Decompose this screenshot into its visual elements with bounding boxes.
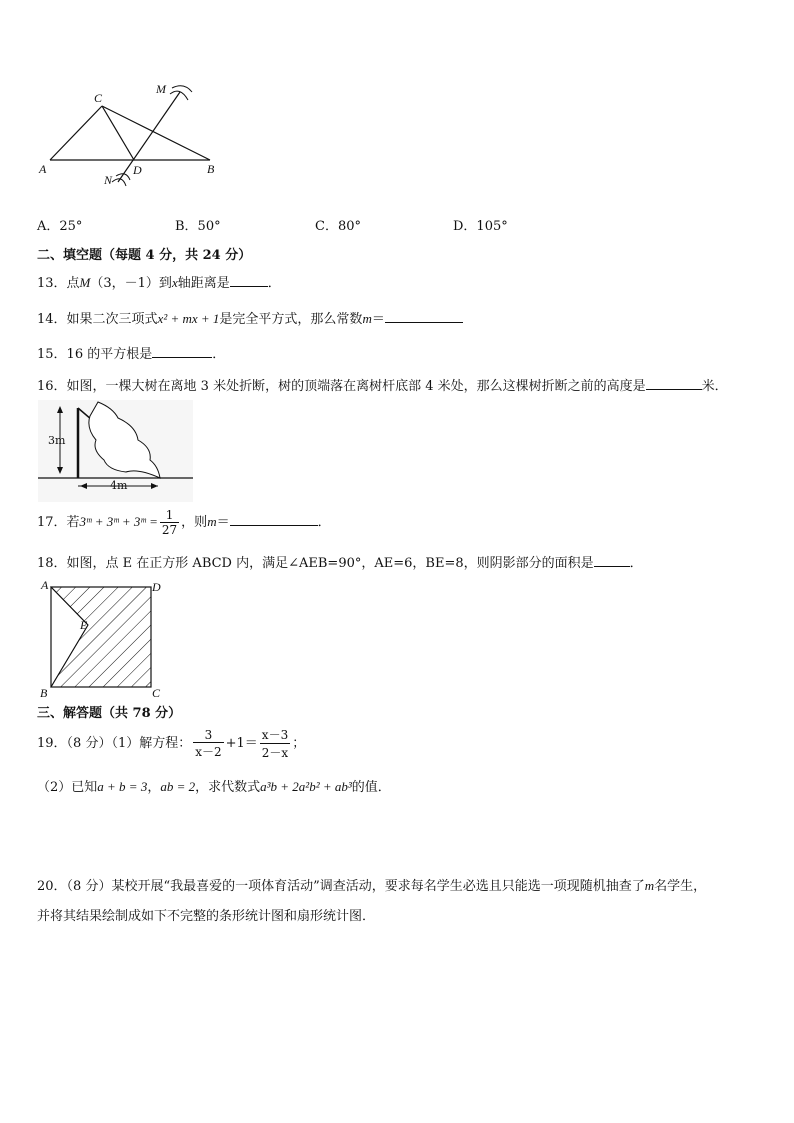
square-label-C: C xyxy=(152,686,161,700)
label-B: B xyxy=(207,162,215,176)
tree-distance-label: 4m xyxy=(110,479,128,492)
question-19-part2: （2）已知a + b = 3，ab = 2，求代数式a³b + 2a²b² + ab³的值． xyxy=(37,779,391,795)
question-16: 16．如图，一棵大树在离地 3 米处折断，树的顶端落在离树杆底部 4 米处，那么这棵树折断之前的高度是 米． xyxy=(37,379,728,394)
question-14: 14．如果二次三项式x² + mx + 1是完全平方式，那么常数m＝ xyxy=(37,308,463,327)
square-label-A: A xyxy=(41,578,49,592)
square-label-E: E xyxy=(80,618,88,632)
question-19-part1: 19．（8 分）（1）解方程： $\frac{3}{x-2}$ +1＝ $\frac{x-3}{2-x}$ ； xyxy=(37,727,306,760)
label-C: C xyxy=(94,91,103,105)
question-15: 15．16 的平方根是 ． xyxy=(37,347,226,362)
section-heading-solutions: 三、解答题（共 78 分） xyxy=(37,706,182,721)
label-D: D xyxy=(133,163,142,177)
answer-blank[interactable] xyxy=(646,377,702,390)
answer-blank[interactable] xyxy=(230,513,318,526)
answer-blank[interactable] xyxy=(594,554,630,567)
question-17: 17．若3ᵐ + 3ᵐ + 3ᵐ = $\frac{1}{27}$ ，则m＝ ． xyxy=(37,508,331,537)
answer-blank[interactable] xyxy=(385,310,463,323)
label-A: A xyxy=(39,162,47,176)
choice-b: B．50° xyxy=(175,219,221,234)
label-M: M xyxy=(156,82,166,96)
section-heading-fill-in: 二、填空题（每题 4 分，共 24 分） xyxy=(37,248,252,263)
question-20-line2: 并将其结果绘制成如下不完整的条形统计图和扇形统计图． xyxy=(37,909,376,924)
question-18: 18．如图，点 E 在正方形 ABCD 内，满足∠AEB=90°，AE=6，BE=8，则阴影部分的面积是 ． xyxy=(37,556,643,571)
square-label-D: D xyxy=(152,580,161,594)
square-label-B: B xyxy=(40,686,48,700)
question-13: 13．点M（3，－1）到x轴距离是 ． xyxy=(37,275,281,291)
choice-d: D．105° xyxy=(453,219,508,234)
choice-c: C．80° xyxy=(315,219,361,234)
answer-blank[interactable] xyxy=(230,274,268,287)
question-20-line1: 20．（8 分）某校开展“我最喜爱的一项体育活动”调查活动，要求每名学生必选且只能选一项现随机抽查了m名学生， xyxy=(37,878,707,894)
choice-a: A．25° xyxy=(37,219,83,234)
answer-blank[interactable] xyxy=(152,345,212,358)
square-shaded-figure xyxy=(40,580,170,700)
tree-height-label: 3m xyxy=(48,434,66,447)
label-N: N xyxy=(104,173,113,187)
